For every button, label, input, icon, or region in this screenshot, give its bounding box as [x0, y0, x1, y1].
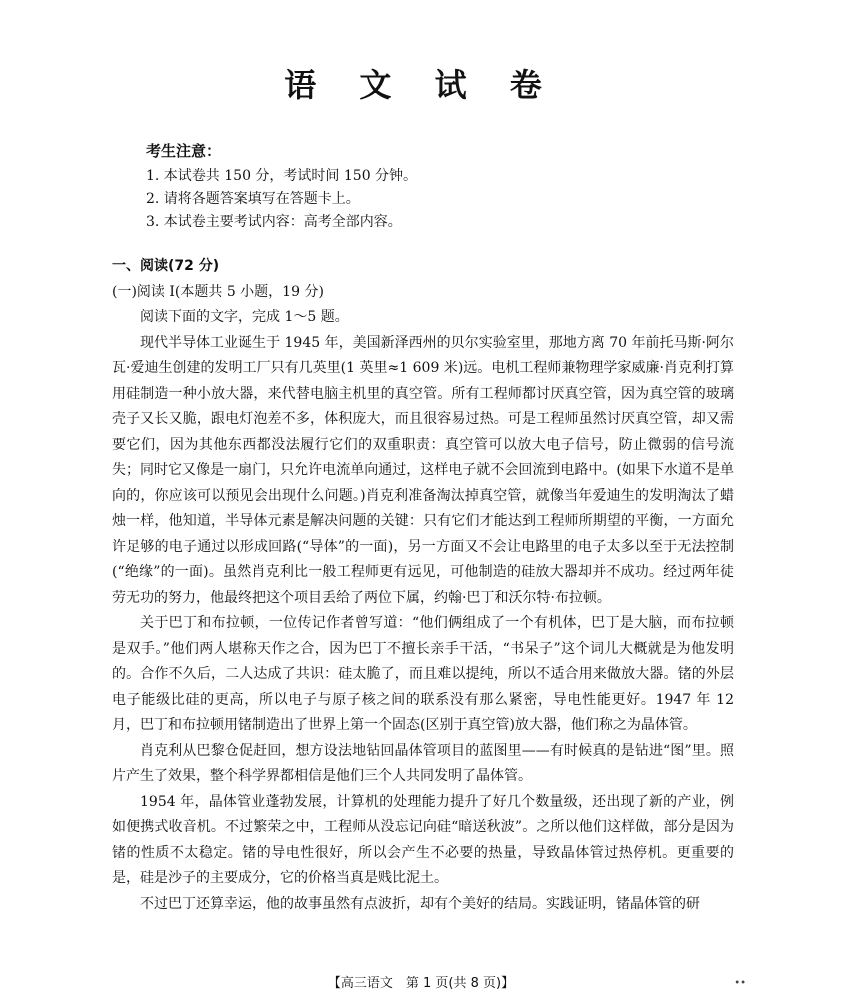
section-subheading: (一)阅读 Ⅰ(本题共 5 小题，19 分) — [112, 283, 324, 300]
page-footer: 【高三语文 第 1 页(共 8 页)】 — [327, 976, 515, 991]
reading-instruction: 阅读下面的文字，完成 1～5 题。 — [140, 309, 349, 325]
notice-item: 2. 请将各题答案填写在答题卡上。 — [146, 191, 360, 207]
footer-mark: •• — [734, 978, 746, 989]
passage-paragraph: 关于巴丁和布拉顿，一位传记作者曾写道：“他们俩组成了一个有机体，巴丁是大脑，而布拉顿是双手。”他们两人堪称天作之合，因为巴丁不擅长亲手干活，“书呆子”这个词儿大概就是为他发明的。合作不久后，二人达成了共识：硅太脆了，而且难以提纯，所以不适合用来做放大器。锗的外层电子能级比硅的更高，所以电子与原子核之间的联系没有那么紧密，导电性能更好。1947 年 12 月，巴丁和布拉顿用锗制造出了世界上第一个固态(区别于真空管)放大器，他们称之为晶体管。 — [112, 615, 734, 733]
passage-paragraph: 现代半导体工业诞生于 1945 年，美国新泽西州的贝尔实验室里，那地方离 70 年前托马斯·阿尔瓦·爱迪生创建的发明工厂只有几英里(1 英里≈1 609 米)远。电机工程师兼物理学家威廉·肖克利打算用硅制造一种小放大器，来代替电脑主机里的真空管。所有工程师都讨厌真空管，因为真空管的玻璃壳子又长又脆，跟电灯泡差不多，体积庞大，而且很容易过热。可是工程师虽然讨厌真空管，却又需要它们，因为其他东西都没法履行它们的双重职责：真空管可以放大电子信号，防止微弱的信号流失；同时它又像是一扇门，只允许电流单向通过，这样电子就不会回流到电路中。(如果下水道不是单向的，你应该可以预见会出现什么问题。)肖克利准备淘汰掉真空管，就像当年爱迪生的发明淘汰了蜡烛一样，他知道，半导体元素是解决问题的关键：只有它们才能达到工程师所期望的平衡，一方面允许足够的电子通过以形成回路(“导体”的一面)，另一方面又不会让电路里的电子太多以至于无法控制(“绝缘”的一面)。虽然肖克利比一般工程师更有远见，可他制造的硅放大器却并不成功。经过两年徒劳无功的努力，他最终把这个项目丢给了两位下属，约翰·巴丁和沃尔特·布拉顿。 — [112, 334, 734, 606]
notice-item: 3. 本试卷主要考试内容：高考全部内容。 — [146, 214, 402, 230]
notice-item: 1. 本试卷共 150 分，考试时间 150 分钟。 — [146, 168, 418, 184]
passage-paragraph: 1954 年，晶体管业蓬勃发展，计算机的处理能力提升了好几个数量级，还出现了新的产业，例如便携式收音机。不过繁荣之中，工程师从没忘记向硅“暗送秋波”。之所以他们这样做，部分是因为锗的性质不太稳定。锗的导电性很好，所以会产生不必要的热量，导致晶体管过热停机。更重要的是，硅是沙子的主要成分，它的价格当真是贱比泥土。 — [112, 793, 734, 886]
exam-title: 语 文 试 卷 — [284, 66, 558, 104]
notice-heading: 考生注意： — [146, 142, 222, 160]
passage-paragraph: 肖克利从巴黎仓促赶回，想方设法地钻回晶体管项目的蓝图里——有时候真的是钻进“图”里。照片产生了效果，整个科学界都相信是他们三个人共同发明了晶体管。 — [112, 742, 734, 784]
reading-section — [112, 254, 734, 917]
candidate-notice — [146, 140, 746, 234]
section-heading: 一、阅读(72 分) — [112, 258, 220, 274]
passage-paragraph: 不过巴丁还算幸运，他的故事虽然有点波折，却有个美好的结局。实践证明，锗晶体管的研 — [140, 895, 700, 912]
